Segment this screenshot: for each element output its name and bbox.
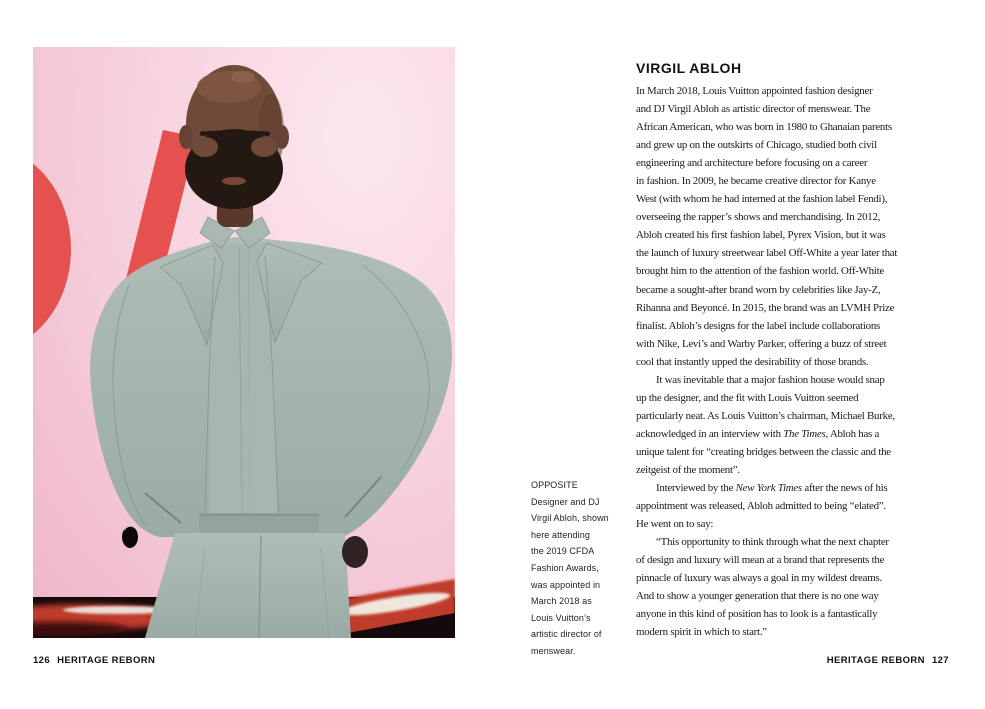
body-line: And to show a younger generation that there is no one way (636, 590, 879, 603)
caption-line: artistic director of (531, 629, 602, 640)
body-line: the launch of luxury streetwear label Off-White a year later that (636, 247, 898, 260)
article-body (636, 82, 952, 641)
body-line: engineering and architecture before focusing on a career (636, 157, 868, 170)
body-line: up the designer, and the fit with Louis Vuitton seemed (636, 391, 859, 404)
folio-right (827, 655, 949, 666)
page-number-right: 127 (931, 655, 949, 666)
body-line: appointment was released, Abloh admitted to being “elated”. (636, 500, 886, 513)
body-line: with Nike, Levi’s and Warby Parker, offering a buzz of street (636, 337, 887, 350)
body-line: anyone in this kind of position has to look is a fantastically (636, 608, 878, 621)
chapter-title-left: HERITAGE REBORN (57, 655, 156, 666)
caption-line: menswear. (531, 645, 576, 656)
folio-left (33, 655, 155, 666)
body-line: modern spirit in which to start.” (636, 626, 767, 639)
caption-line: Designer and DJ (531, 496, 600, 507)
body-line: cool that instantly upped the desirability of those brands. (636, 355, 869, 368)
caption-line: here attending (531, 529, 590, 540)
body-line: in fashion. In 2009, he became creative director for Kanye (636, 175, 876, 188)
body-line: acknowledged in an interview with The Times, Abloh has a (636, 427, 880, 440)
caption-label: OPPOSITE (531, 480, 578, 490)
chapter-title-right: HERITAGE REBORN (826, 655, 925, 666)
body-line: zeitgeist of the moment”. (636, 463, 740, 476)
body-line: He went on to say: (636, 518, 714, 531)
body-line: and grew up on the outskirts of Chicago, studied both civil (636, 139, 877, 152)
page-number-left: 126 (33, 655, 51, 666)
body-line: finalist. Abloh’s designs for the label include collaborations (636, 319, 881, 332)
body-line: overseeing the rapper’s shows and merchandising. In 2012, (636, 211, 881, 224)
body-line: Rihanna and Beyoncé. In 2015, the brand was an LVMH Prize (636, 301, 895, 314)
body-line: and DJ Virgil Abloh as artistic director of menswear. The (636, 103, 871, 116)
body-line: Abloh created his first fashion label, Pyrex Vision, but it was (636, 229, 886, 242)
caption-lines (531, 494, 635, 660)
body-line: In March 2018, Louis Vuitton appointed fashion designer (636, 85, 873, 97)
body-line: West (with whom he had interned at the fashion label Fendi), (636, 193, 888, 206)
caption-line: Fashion Awards, (531, 562, 599, 573)
photo-caption (531, 477, 635, 660)
caption-line: Louis Vuitton’s (531, 612, 591, 623)
caption-line: Virgil Abloh, shown (531, 513, 609, 524)
body-line: It was inevitable that a major fashion house would snap (656, 373, 885, 386)
body-line: of design and luxury will mean at a brand that represents the (636, 554, 885, 567)
body-line: particularly neat. As Louis Vuitton’s chairman, Michael Burke, (636, 409, 895, 422)
suit-trousers (145, 533, 351, 638)
caption-line: March 2018 as (531, 596, 592, 607)
body-line: Interviewed by the New York Times after the news of his (656, 482, 888, 495)
caption-line: was appointed in (531, 579, 601, 590)
caption-line: the 2019 CFDA (531, 546, 595, 557)
body-line: African American, who was born in 1980 to Ghanaian parents (636, 121, 892, 134)
article-title: VIRGIL ABLOH (636, 60, 742, 76)
body-line: became a sought-after brand worn by celebrities like Jay-Z, (636, 283, 881, 296)
body-line: “This opportunity to think through what the next chapter (656, 536, 889, 549)
photo-illustration (33, 47, 455, 638)
body-line: pinnacle of luxury was always a goal in my wildest dreams. (636, 572, 882, 585)
photo-virgil-abloh (33, 47, 455, 638)
body-line: unique talent for “creating bridges between the classic and the (636, 445, 891, 458)
article (636, 60, 952, 641)
body-line: brought him to the attention of the fashion world. Off-White (636, 265, 884, 278)
